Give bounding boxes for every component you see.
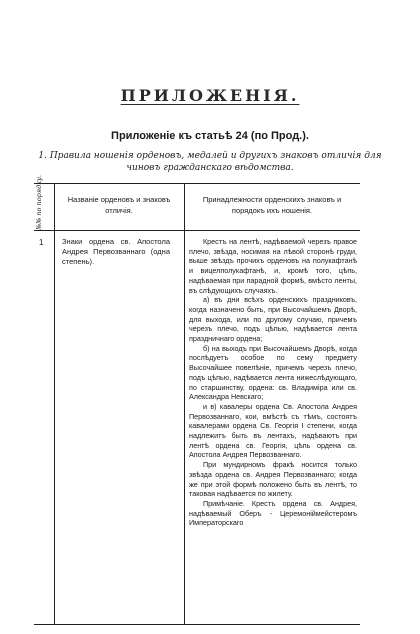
order-name: Знаки ордена св. Апостола Андрея Первозваннаго (одна степень). bbox=[62, 237, 170, 266]
order-rules bbox=[189, 237, 357, 528]
rules-paragraph: и в) кавалеры ордена Св. Апостола Андрея Первозваннаго, кои, вмѣстѣ съ тѣмъ, состоятъ кавалерами ордена Св. Георгія I степени, когда надлежитъ быть въ лентахъ, надѣваютъ при лентѣ ордена св. Георгія, цѣпь ордена св. Апостола Андрея Первозваннаго. bbox=[189, 401, 357, 460]
rules-note: Примѣчаніе. Крестъ ордена св. Андрея, надѣваемый Оберъ - Церемоніймейстеромъ Императорскаго bbox=[189, 498, 357, 528]
orders-table bbox=[34, 175, 360, 625]
header-rules: Принадлежности орденскихъ знаковъ и порядокъ ихъ ношенія. bbox=[202, 195, 342, 215]
column-divider bbox=[184, 184, 185, 624]
header-name: Названіе орденовъ и знаковъ отличія. bbox=[67, 195, 171, 215]
header-number: №№ по порядку. bbox=[35, 175, 43, 230]
rules-paragraph: При мундирномъ фракѣ носится только звѣзда ордена св. Андрея Первозваннаго; когда же при этой формѣ положено быть въ лентѣ, то таковая надѣвается по жилету. bbox=[189, 460, 357, 499]
page-title: ПРИЛОЖЕНІЯ. bbox=[120, 86, 300, 105]
section-heading: 1. Правила ношенія орденовъ, медалей и другихъ знаковъ отличія для чиновъ гражданскаго вѣдомства. bbox=[38, 151, 382, 173]
appendix-subtitle: Приложеніе къ статьѣ 24 (по Прод.). bbox=[111, 130, 309, 142]
row-number: 1 bbox=[39, 238, 44, 247]
column-divider bbox=[54, 184, 55, 624]
rules-paragraph: б) на выходъ при Высочайшемъ Дворѣ, когда послѣдуетъ особое по сему предмету Высочайшее повелѣніе, причемъ черезъ плечо, подъ цѣпью, надѣвается лента нижеслѣдующаго, по старшинству, ордена: св. Владиміра или св. Александра Невскаго; bbox=[189, 343, 357, 402]
header-divider bbox=[34, 230, 360, 231]
rules-paragraph: Крестъ на лентѣ, надѣваемой черезъ правое плечо, звѣзда, носимая на лѣвой сторонѣ груди, выше звѣздъ прочихъ орденовъ на полукафтанѣ и вицелполукафтанѣ, и, кромѣ того, цѣпь, надѣваемая при парадной формѣ, вмѣсто ленты, въ слѣдующихъ случаяхъ. bbox=[189, 237, 357, 295]
rules-paragraph: а) въ дни всѣхъ орденскихъ праздниковъ, когда назначено быть, при Высочайшемъ Дворѣ, для выхода, или по другому случаю, причемъ черезъ плечо, подъ цѣпью, надѣвается лента праздничнаго ордена; bbox=[189, 295, 357, 344]
